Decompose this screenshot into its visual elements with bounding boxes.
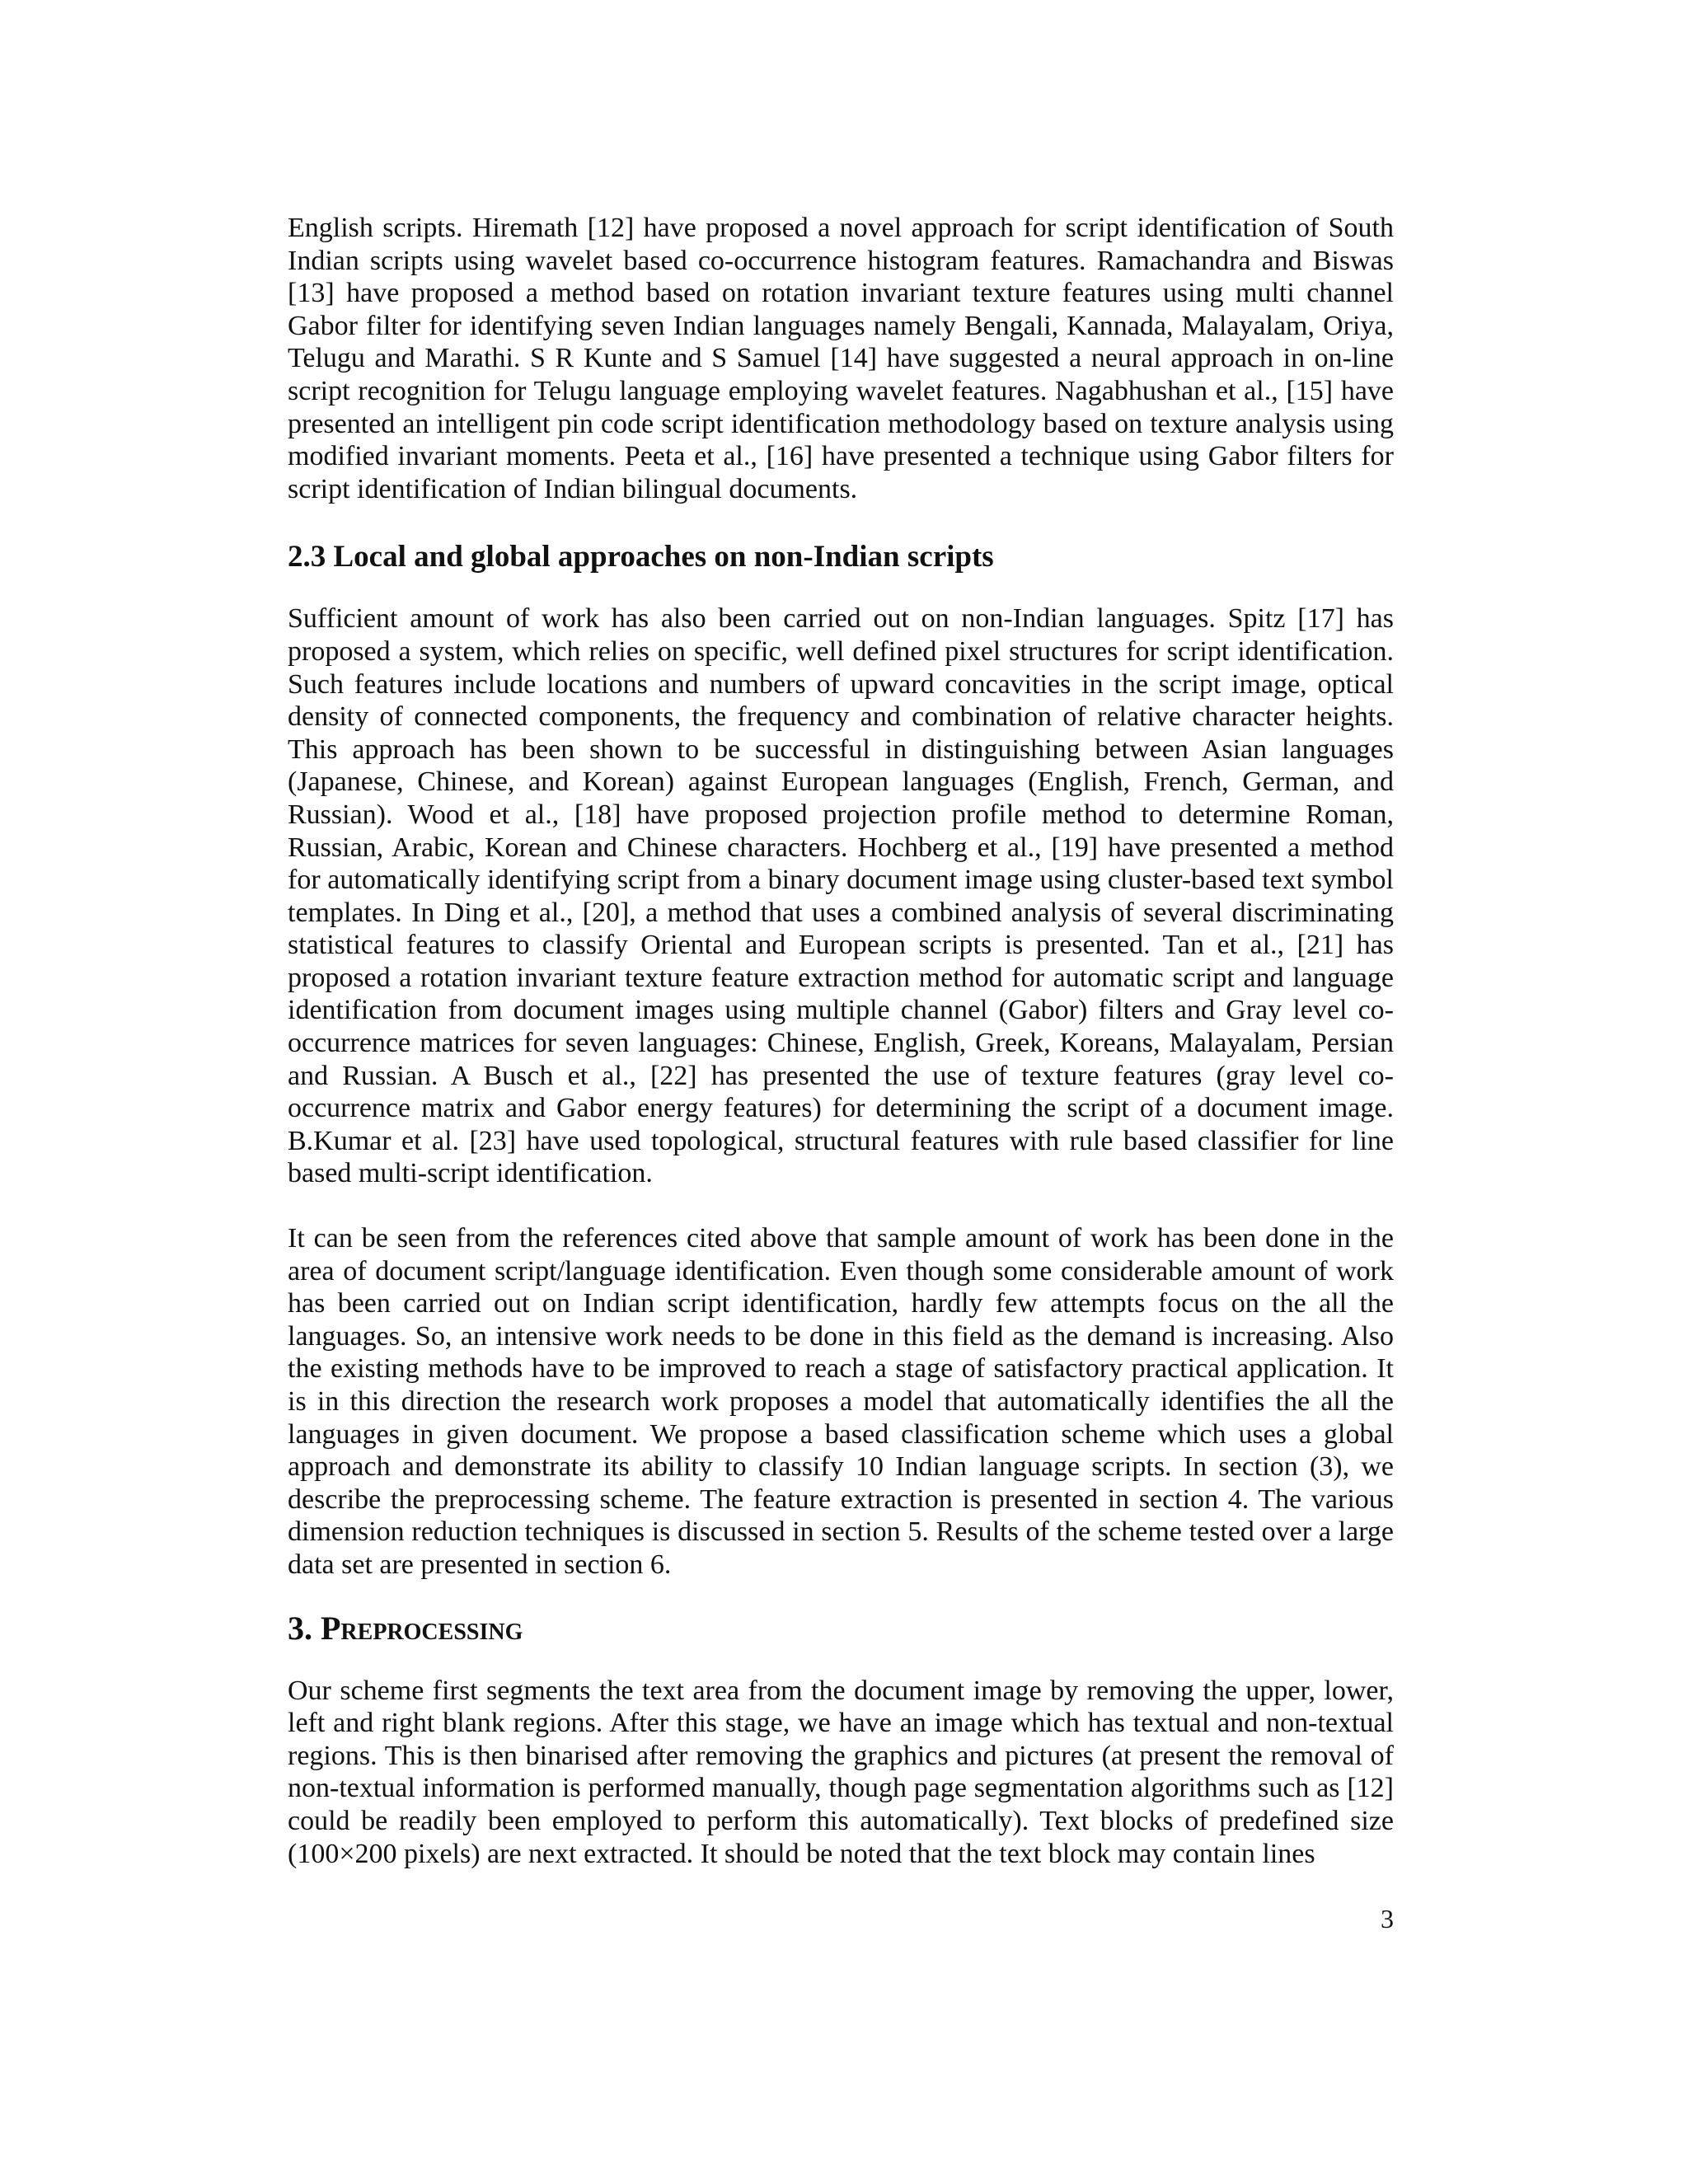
paragraph-indian-script-works: English scripts. Hiremath [12] have proposed a novel approach for script identification of South Indian scripts using wavelet based co-occurrence histogram features. Ramachandra and Biswas [13] have proposed a method based on rotation invariant texture features using multi channel Gabor filter for identifying seven Indian languages namely Bengali, Kannada, Malayalam, Oriya, Telugu and Marathi. S R Kunte and S Samuel [14] have suggested a neural approach in on-line script recognition for Telugu language employing wavelet features. Nagabhushan et al., [15] have presented an intelligent pin code script identification methodology based on texture analysis using modified invariant moments. Peeta et al., [16] have presented a technique using Gabor filters for script identification of Indian bilingual documents. — [288, 213, 1394, 504]
page-body — [288, 212, 1394, 1870]
section-heading-2-3: 2.3 Local and global approaches on non-Indian scripts — [288, 540, 994, 574]
section-heading-3 — [288, 1610, 1394, 1647]
paragraph-summary-and-outline: It can be seen from the references cited above that sample amount of work has been done in the area of document script/language identification. Even though some considerable amount of work has been carried out on Indian script identification, hardly few attempts focus on the all the languages. So, an intensive work needs to be done in this field as the demand is increasing. Also the existing methods have to be improved to reach a stage of satisfactory practical application. It is in this direction the research work proposes a model that automatically identifies the all the languages in given document. We propose a based classification scheme which uses a global approach and demonstrate its ability to classify 10 Indian language scripts. In section (3), we describe the preprocessing scheme. The feature extraction is presented in section 4. The various dimension reduction techniques is discussed in section 5. Results of the scheme tested over a large data set are presented in section 6. — [288, 1223, 1394, 1580]
paragraph-preprocessing: Our scheme first segments the text area from the document image by removing the upper, lower, left and right blank regions. After this stage, we have an image which has textual and non-textual regions. This is then binarised after removing the graphics and pictures (at present the removal of non-textual information is performed manually, though page segmentation algorithms such as [12] could be readily been employed to perform this automatically). Text blocks of predefined size (100×200 pixels) are next extracted. It should be noted that the text block may contain lines — [288, 1675, 1394, 1869]
section-3-number: 3. — [288, 1609, 312, 1647]
page-number: 3 — [1381, 1904, 1394, 1933]
paragraph-non-indian-script-works: Sufficient amount of work has also been carried out on non-Indian languages. Spitz [17] has proposed a system, which relies on specific, well defined pixel structures for script identification. Such features include locations and numbers of upward concavities in the script image, optical density of connected components, the frequency and combination of relative character heights. This approach has been shown to be successful in distinguishing between Asian languages (Japanese, Chinese, and Korean) against European languages (English, French, German, and Russian). Wood et al., [18] have proposed projection profile method to determine Roman, Russian, Arabic, Korean and Chinese characters. Hochberg et al., [19] have presented a method for automatically identifying script from a binary document image using cluster-based text symbol templates. In Ding et al., [20], a method that uses a combined analysis of several discriminating statistical features to classify Oriental and European scripts is presented. Tan et al., [21] has proposed a rotation invariant texture feature extraction method for automatic script and language identification from document images using multiple channel (Gabor) filters and Gray level co-occurrence matrices for seven languages: Chinese, English, Greek, Koreans, Malayalam, Persian and Russian. A Busch et al., [22] has presented the use of texture features (gray level co-occurrence matrix and Gabor energy features) for determining the script of a document image. B.Kumar et al. [23] have used topological, structural features with rule based classifier for line based multi-script identification. — [288, 603, 1394, 1189]
section-3-title: Preprocessing — [321, 1609, 523, 1647]
